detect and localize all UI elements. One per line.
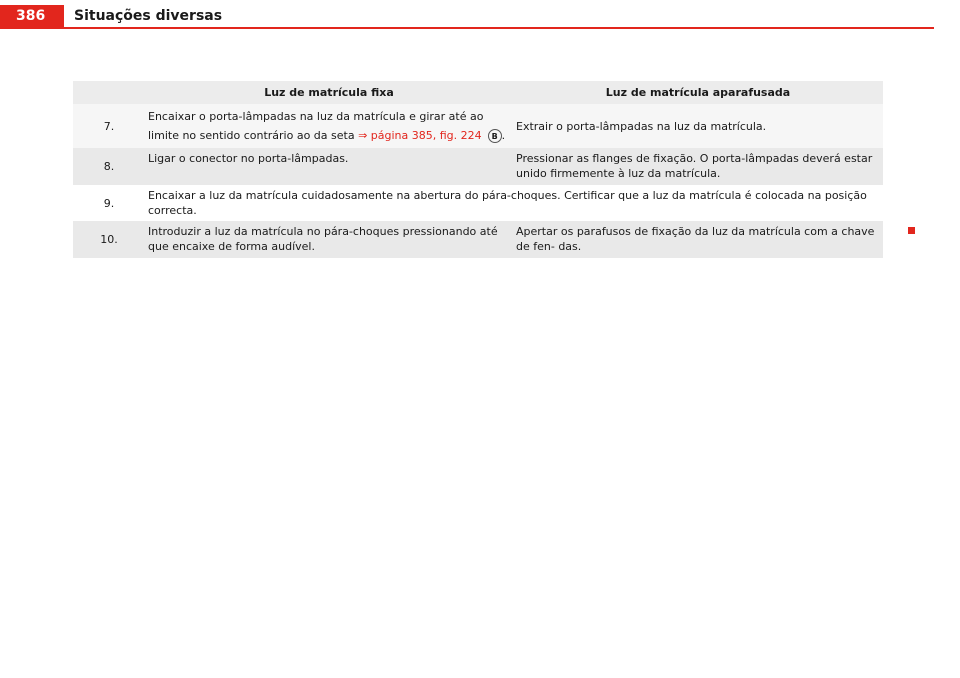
page-header: [0, 0, 960, 28]
table-row: [73, 148, 883, 185]
step-screwed-text: Extrair o porta-lâmpadas na luz da matrícula.: [513, 104, 883, 148]
table-row: [73, 185, 883, 221]
column-header-fixed: Luz de matrícula fixa: [145, 81, 513, 104]
page-reference-link[interactable]: página 385, fig. 224: [370, 129, 482, 142]
step-fixed-end: .: [501, 129, 506, 142]
section-end-marker: [908, 227, 915, 234]
column-header-screwed: Luz de matrícula aparafusada: [513, 81, 883, 104]
table-row: [73, 221, 883, 258]
step-both-text: Encaixar a luz da matrícula cuidadosamente na abertura do pára-choques. Certificar que a luz da matrícula é colocada na posição correcta.: [145, 185, 883, 221]
figure-callout-badge: B: [488, 129, 502, 143]
step-fixed-text: Ligar o conector no porta-lâmpadas.: [145, 148, 513, 185]
step-number: 8.: [73, 148, 145, 185]
table-row: [73, 104, 883, 148]
step-number: 7.: [73, 104, 145, 148]
header-rule: [0, 27, 934, 29]
step-number: 9.: [73, 185, 145, 221]
procedure-table: [73, 81, 883, 258]
section-title: Situações diversas: [74, 8, 223, 24]
step-fixed-text: Encaixar o porta-lâmpadas na luz da matrícula e girar até ao limite no sentido contrário ao da seta: [148, 110, 484, 142]
table-header-row: [73, 81, 883, 104]
page-reference-arrow: ⇒: [358, 129, 368, 142]
column-header-number: [73, 81, 145, 104]
page-number: 386: [0, 5, 64, 27]
step-fixed-cell: [145, 104, 513, 148]
step-number: 10.: [73, 221, 145, 258]
step-screwed-text: Apertar os parafusos de fixação da luz da matrícula com a chave de fen- das.: [513, 221, 883, 258]
step-fixed-text: Introduzir a luz da matrícula no pára-choques pressionando até que encaixe de forma audível.: [145, 221, 513, 258]
step-screwed-text: Pressionar as flanges de fixação. O porta-lâmpadas deverá estar unido firmemente à luz da matrícula.: [513, 148, 883, 185]
